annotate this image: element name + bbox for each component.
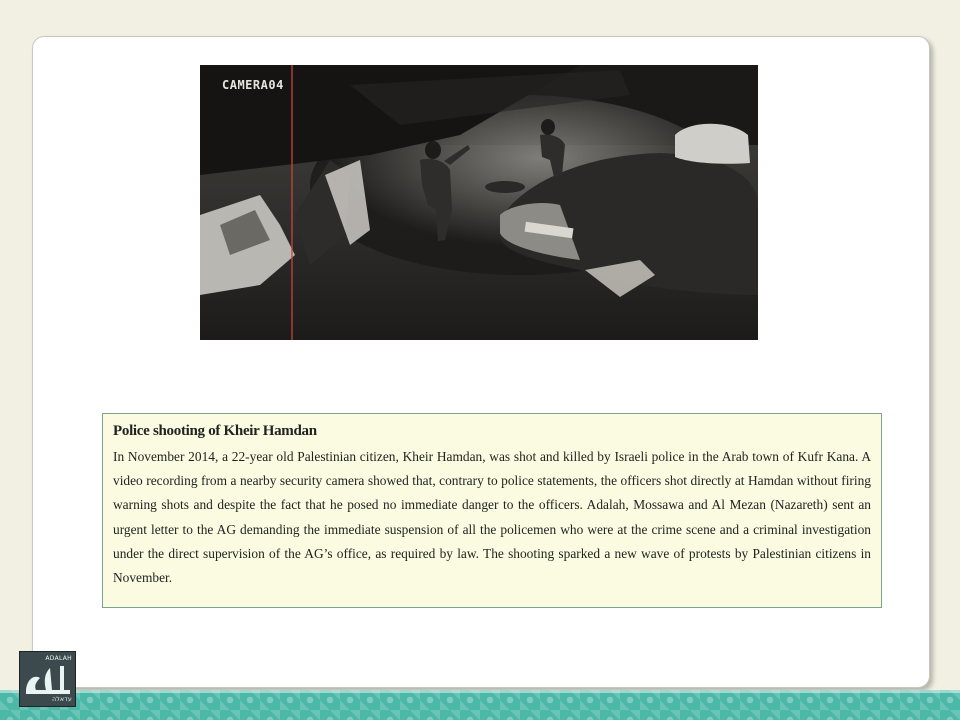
description-title: Police shooting of Kheir Hamdan	[113, 423, 317, 439]
security-camera-photo	[200, 65, 758, 340]
footer-pattern-band	[0, 690, 960, 720]
description-box	[102, 413, 882, 608]
description-body: In November 2014, a 22-year old Palestinian citizen, Kheir Hamdan, was shot and killed by Israeli police in the Arab town of Kufr Kana. A video recording from a nearby security camera showed that, contrary to police statements, the officers shot directly at Hamdan without firing warning shots and despite the fact that he posed no immediate danger to the officers. Adalah, Mossawa and Al Mezan (Nazareth) sent an urgent letter to the AG demanding the immediate suspension of all the policemen who were at the crime scene and a criminal investigation under the direct supervision of the AG’s office, as required by law. The shooting sparked a new wave of protests by Palestinian citizens in November.	[113, 449, 871, 586]
logo-bottom-text: עדאלה	[52, 696, 72, 703]
adalah-logo	[19, 651, 76, 707]
logo-top-text: ADALAH	[45, 655, 72, 662]
camera-label: CAMERA04	[222, 78, 284, 92]
